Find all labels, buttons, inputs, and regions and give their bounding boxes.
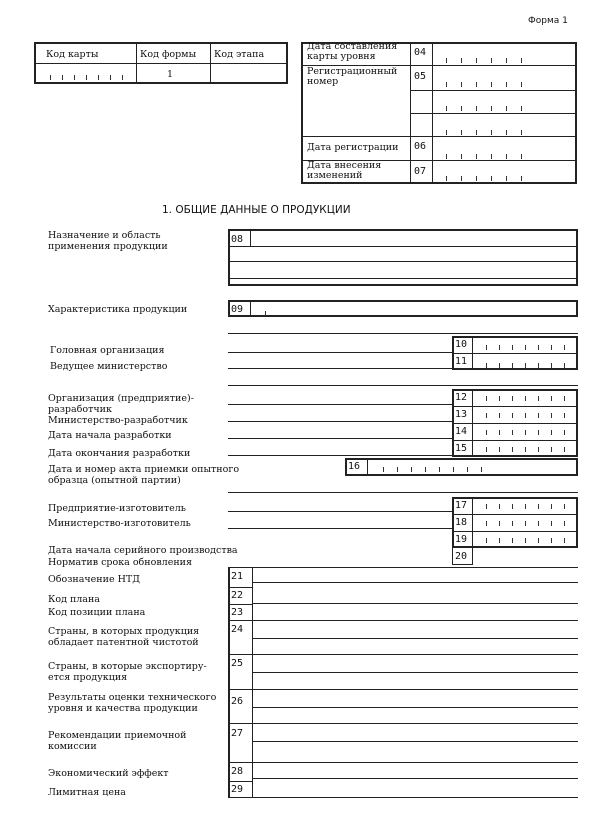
digit-tick <box>425 467 426 472</box>
digit-tick <box>506 106 507 111</box>
digit-tick <box>538 447 539 452</box>
digit-tick <box>521 176 522 181</box>
f16-label: Дата и номер акта приемки опытного образца (опытной партии) <box>48 464 240 486</box>
f17-label: Предприятие-изготовитель <box>48 503 186 514</box>
digit-tick <box>512 396 513 401</box>
f09-num: 09 <box>231 304 244 315</box>
f23-num: 23 <box>231 607 244 618</box>
digit-tick <box>499 396 500 401</box>
digit-tick <box>467 467 468 472</box>
digit-tick <box>564 447 565 452</box>
digit-tick <box>476 176 477 181</box>
digit-tick <box>564 396 565 401</box>
f18-num: 18 <box>455 517 468 528</box>
digit-tick <box>383 467 384 472</box>
digit-tick <box>499 430 500 435</box>
digit-tick <box>564 345 565 350</box>
digit-tick <box>512 447 513 452</box>
f21-num: 21 <box>231 571 244 582</box>
f27-num: 27 <box>231 728 244 739</box>
digit-tick <box>446 58 447 63</box>
digit-tick <box>525 413 526 418</box>
f19-num: 19 <box>455 534 468 545</box>
f12-num: 12 <box>455 392 468 403</box>
digit-tick <box>538 430 539 435</box>
digit-tick <box>397 467 398 472</box>
digit-tick <box>446 106 447 111</box>
f22-num: 22 <box>231 590 244 601</box>
digit-tick <box>538 396 539 401</box>
digit-tick <box>521 154 522 159</box>
digit-tick <box>499 447 500 452</box>
digit-tick <box>486 363 487 368</box>
digit-tick <box>461 154 462 159</box>
digit-tick <box>461 82 462 87</box>
digit-tick <box>499 521 500 526</box>
f13-num: 13 <box>455 409 468 420</box>
digit-tick <box>453 467 454 472</box>
digit-tick <box>551 413 552 418</box>
digit-tick <box>446 154 447 159</box>
f24-label: Страны, в которых продукция обладает патентной чистотой <box>48 626 200 648</box>
digit-tick <box>551 504 552 509</box>
digit-tick <box>491 154 492 159</box>
digit-tick <box>506 58 507 63</box>
digit-tick <box>512 413 513 418</box>
box-17-19 <box>452 497 578 548</box>
digit-tick <box>98 75 99 80</box>
digit-tick <box>499 504 500 509</box>
f26-num: 26 <box>231 696 244 707</box>
digit-tick <box>551 521 552 526</box>
digit-tick <box>512 345 513 350</box>
digit-tick <box>491 106 492 111</box>
f10-num: 10 <box>455 339 468 350</box>
f21-label: Обозначение НТД <box>48 574 140 585</box>
f08-num: 08 <box>231 234 244 245</box>
digit-tick <box>122 75 123 80</box>
r06-num: 06 <box>414 141 427 152</box>
f11-num: 11 <box>455 356 468 367</box>
r04-num: 04 <box>414 47 427 58</box>
digit-tick <box>521 58 522 63</box>
f24-num: 24 <box>231 624 244 635</box>
digit-tick <box>446 176 447 181</box>
digit-tick <box>525 345 526 350</box>
digit-tick <box>491 130 492 135</box>
digit-tick <box>551 430 552 435</box>
f15-num: 15 <box>455 443 468 454</box>
digit-tick <box>521 82 522 87</box>
form-code-value: 1 <box>167 69 174 80</box>
digit-tick <box>551 538 552 543</box>
f10-label: Головная организация <box>50 345 165 356</box>
digit-tick <box>486 430 487 435</box>
f16-box <box>345 458 578 476</box>
digit-tick <box>564 521 565 526</box>
digit-tick <box>564 504 565 509</box>
digit-tick <box>564 538 565 543</box>
form-label: Форма 1 <box>528 16 568 26</box>
f16-num: 16 <box>348 461 361 472</box>
digit-tick <box>486 521 487 526</box>
digit-tick <box>486 345 487 350</box>
digit-tick <box>486 396 487 401</box>
f27-label: Рекомендации приемочной комиссии <box>48 730 187 752</box>
digit-tick <box>461 58 462 63</box>
f22-label: Код плана <box>48 594 100 605</box>
col-stage-code: Код этапа <box>214 49 265 60</box>
digit-tick <box>564 363 565 368</box>
digit-tick <box>461 106 462 111</box>
f20-num: 20 <box>455 551 468 562</box>
digit-tick <box>538 504 539 509</box>
f26-label: Результаты оценки технического уровня и качества продукции <box>48 692 217 714</box>
digit-tick <box>476 82 477 87</box>
digit-tick <box>512 538 513 543</box>
digit-tick <box>512 363 513 368</box>
digit-tick <box>551 447 552 452</box>
f08-label: Назначение и область применения продукции <box>48 230 168 252</box>
digit-tick <box>525 538 526 543</box>
digit-tick <box>551 345 552 350</box>
digit-tick <box>446 82 447 87</box>
digit-tick <box>481 467 482 472</box>
r05-num: 05 <box>414 71 427 82</box>
col-form-code: Код формы <box>140 49 197 60</box>
r07-label: Дата внесения изменений <box>307 160 382 181</box>
digit-tick <box>476 106 477 111</box>
digit-tick <box>564 430 565 435</box>
digit-tick <box>86 75 87 80</box>
f14-num: 14 <box>455 426 468 437</box>
digit-tick <box>551 396 552 401</box>
digit-tick <box>525 504 526 509</box>
col-card-code: Код карты <box>46 49 99 60</box>
r06-label: Дата регистрации <box>307 142 399 153</box>
digit-tick <box>564 413 565 418</box>
digit-tick <box>486 413 487 418</box>
digit-tick <box>491 176 492 181</box>
f25-num: 25 <box>231 658 244 669</box>
digit-tick <box>62 75 63 80</box>
f28-label: Экономический эффект <box>48 768 169 779</box>
digit-tick <box>499 363 500 368</box>
digit-tick <box>461 176 462 181</box>
f25-label: Страны, в которые экспортиру- ется продукция <box>48 661 207 683</box>
f13-label: Министерство-разработчик <box>48 415 188 426</box>
digit-tick <box>525 447 526 452</box>
digit-tick <box>512 521 513 526</box>
digit-tick <box>525 430 526 435</box>
f29-num: 29 <box>231 784 244 795</box>
digit-tick <box>476 130 477 135</box>
digit-tick <box>476 58 477 63</box>
digit-tick <box>512 430 513 435</box>
digit-tick <box>439 467 440 472</box>
digit-tick <box>499 538 500 543</box>
digit-tick <box>499 413 500 418</box>
f09-box <box>228 300 578 317</box>
r04-label: Дата составления карты уровня <box>307 41 398 62</box>
f28-num: 28 <box>231 766 244 777</box>
r05-label: Регистрационный номер <box>307 66 398 87</box>
f15-label: Дата окончания разработки <box>48 448 191 459</box>
r07-num: 07 <box>414 166 427 177</box>
digit-tick <box>525 363 526 368</box>
digit-tick <box>486 504 487 509</box>
digit-tick <box>525 521 526 526</box>
digit-tick <box>538 345 539 350</box>
f12-label: Организация (предприятие)- разработчик <box>48 393 194 415</box>
digit-tick <box>411 467 412 472</box>
digit-tick <box>538 538 539 543</box>
digit-tick <box>491 58 492 63</box>
f09-label: Характеристика продукции <box>48 304 188 315</box>
f18-label: Министерство-изготовитель <box>48 518 191 529</box>
digit-tick <box>512 504 513 509</box>
digit-tick <box>525 396 526 401</box>
f14-label: Дата начала разработки <box>48 430 172 441</box>
f17-num: 17 <box>455 500 468 511</box>
f29-label: Лимитная цена <box>48 787 126 798</box>
digit-tick <box>50 75 51 80</box>
digit-tick <box>476 154 477 159</box>
digit-tick <box>506 176 507 181</box>
f19-label: Дата начала серийного производства <box>48 545 238 556</box>
digit-tick <box>491 82 492 87</box>
digit-tick <box>521 106 522 111</box>
digit-tick <box>538 363 539 368</box>
digit-tick <box>551 363 552 368</box>
digit-tick <box>521 130 522 135</box>
digit-tick <box>499 345 500 350</box>
digit-tick <box>446 130 447 135</box>
f11-label: Ведущее министерство <box>50 361 168 372</box>
digit-tick <box>538 521 539 526</box>
f20-label: Норматив срока обновления <box>48 557 192 568</box>
f23-label: Код позиции плана <box>48 607 146 618</box>
digit-tick <box>461 130 462 135</box>
digit-tick <box>506 82 507 87</box>
digit-tick <box>74 75 75 80</box>
section-title: 1. ОБЩИЕ ДАННЫЕ О ПРОДУКЦИИ <box>162 204 351 216</box>
digit-tick <box>486 538 487 543</box>
digit-tick <box>486 447 487 452</box>
digit-tick <box>506 154 507 159</box>
digit-tick <box>506 130 507 135</box>
digit-tick <box>538 413 539 418</box>
digit-tick <box>110 75 111 80</box>
